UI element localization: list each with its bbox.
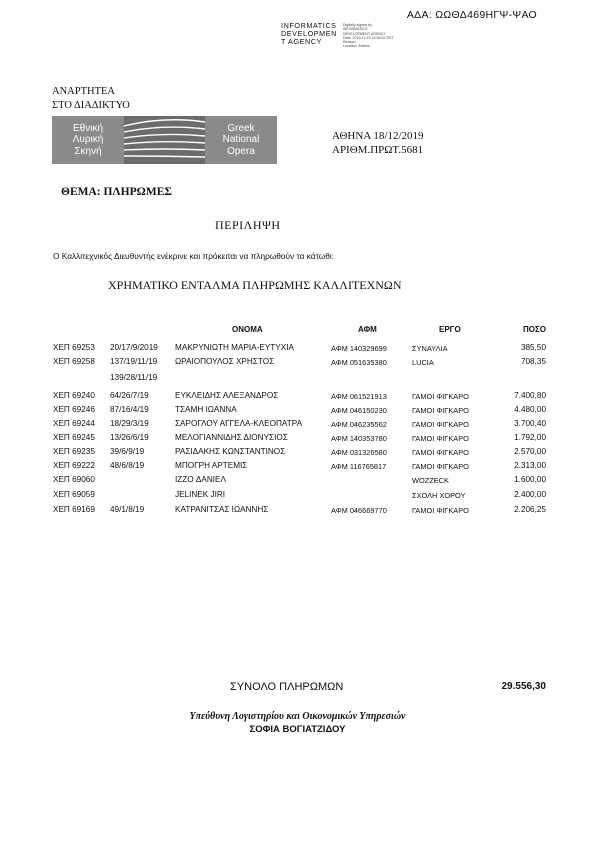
- table-row: [0, 475, 595, 489]
- logo-text-line: Greek: [227, 122, 255, 134]
- stamp-detail-line: Location: Athens: [342, 44, 370, 49]
- row-code: ΧΕΠ 69059: [53, 490, 95, 499]
- stamp-title-line: INFORMATICS: [281, 21, 337, 30]
- col-header-amount: ΠΟΣΟ: [522, 325, 546, 334]
- subject-heading: ΘΕΜΑ: ΠΛΗΡΩΜΕΣ: [61, 186, 172, 198]
- publication-notice: [52, 85, 130, 113]
- row-name: ΜΑΚΡΥΝΙΩΤΗ ΜΑΡΙΑ-ΕΥΤΥΧΙΑ: [175, 343, 294, 352]
- row-amount: 2.206,25: [514, 505, 546, 514]
- total-label: ΣΥΝΟΛΟ ΠΛΗΡΩΜΩΝ: [230, 681, 344, 693]
- stamp-title: [281, 22, 337, 49]
- row-work: ΓΑΜΟΙ ΦΙΓΚΑΡΟ: [412, 448, 469, 457]
- row-invoice: 18/29/3/19: [110, 419, 149, 428]
- row-work: ΓΑΜΟΙ ΦΙΓΚΑΡΟ: [412, 392, 469, 401]
- col-header-name: ΟΝΟΜΑ: [232, 325, 263, 334]
- stamp-detail-line: Reason:: [342, 40, 357, 45]
- logo-text-line: National: [222, 134, 260, 146]
- logo-wave-mark: [124, 116, 205, 164]
- row-invoice: 49/1/8/19: [110, 505, 145, 514]
- row-name: ΜΕΛΟΓΙΑΝΝΙΔΗΣ ΔΙΟΝΥΣΙΟΣ: [175, 433, 288, 442]
- row-afm: ΑΦΜ 140329699: [331, 344, 387, 353]
- row-amount: 2.313,00: [514, 461, 546, 470]
- col-header-afm: ΑΦΜ: [358, 325, 377, 334]
- row-name: ΤΣΑΜΗ ΙΩΑΝΝΑ: [175, 405, 237, 414]
- row-name: ΩΡΑΙΟΠΟΥΛΟΣ ΧΡΗΣΤΟΣ: [175, 357, 275, 366]
- row-code: ΧΕΠ 69240: [53, 391, 95, 400]
- row-code: ΧΕΠ 69246: [53, 405, 95, 414]
- row-amount: 1.792,00: [514, 433, 546, 442]
- summary-title: ΠΕΡΙΛΗΨΗ: [215, 218, 281, 232]
- signatory-name: ΣΟΦΙΑ ΒΟΓΙΑΤΖΙΔΟΥ: [249, 724, 346, 735]
- logo-text-line: Εθνική: [72, 122, 103, 134]
- row-amount: 708,35: [520, 357, 546, 366]
- digital-signature-stamp: [281, 22, 394, 49]
- row-afm: ΑΦΜ 051635380: [331, 358, 387, 367]
- row-code: ΧΕΠ 69245: [53, 433, 95, 442]
- logo-english-text: [205, 116, 277, 164]
- row-name: ΕΥΚΛΕΙΔΗΣ ΑΛΕΞΑΝΔΡΟΣ: [175, 391, 279, 400]
- row-work: ΓΑΜΟΙ ΦΙΓΚΑΡΟ: [412, 462, 469, 471]
- row-name: ΚΑΤΡΑΝΙΤΣΑΣ ΙΩΑΝΝΗΣ: [175, 505, 269, 514]
- col-header-work: ΕΡΓΟ: [439, 325, 461, 334]
- logo-text-line: Λυρική: [72, 134, 104, 146]
- table-row: [0, 405, 595, 419]
- row-afm: ΑΦΜ 140353780: [331, 434, 387, 443]
- row-name: IZZO ΔΑΝΙΕΛ: [175, 475, 226, 484]
- city-date: ΑΘΗΝΑ 18/12/2019: [332, 130, 424, 142]
- date-protocol-block: [332, 129, 424, 157]
- table-row: [0, 357, 595, 371]
- row-invoice: 13/26/6/19: [110, 433, 149, 442]
- row-amount: 4.480,00: [514, 405, 546, 414]
- stamp-detail-line: INFORMATICS: [342, 27, 368, 32]
- row-invoice: 20/17/9/2019: [110, 343, 158, 352]
- row-amount: 3.700,40: [514, 419, 546, 428]
- row-work: ΣΥΝΑΥΛΙΑ: [412, 344, 448, 353]
- table-row: [0, 343, 595, 357]
- logo-text-line: Σκηνή: [74, 145, 102, 157]
- row-work: ΓΑΜΟΙ ΦΙΓΚΑΡΟ: [412, 434, 469, 443]
- row-amount: 2.570,00: [514, 447, 546, 456]
- table-row: [0, 461, 595, 475]
- row-work: WOZZECK: [412, 476, 449, 485]
- notice-line: ΣΤΟ ΔΙΑΔΙΚΤΥΟ: [52, 100, 130, 111]
- logo-text-line: Opera: [227, 145, 255, 157]
- table-row: [0, 490, 595, 504]
- row-name: JELINEK JIRI: [175, 490, 226, 499]
- row-afm: ΑΦΜ 046150230: [331, 406, 387, 415]
- row-afm: ΑΦΜ 031326580: [331, 448, 387, 457]
- row-work: ΣΧΟΛΗ ΧΟΡΟΥ: [412, 491, 466, 500]
- total-value: 29.556,30: [501, 681, 546, 692]
- protocol-number: ΑΡΙΘΜ.ΠΡΩΤ.5681: [332, 144, 424, 156]
- table-title: ΧΡΗΜΑΤΙΚΟ ΕΝΤΑΛΜΑ ΠΛΗΡΩΜΗΣ ΚΑΛΛΙΤΕΧΝΩΝ: [108, 278, 402, 292]
- table-row: [0, 433, 595, 447]
- row-work: ΓΑΜΟΙ ΦΙΓΚΑΡΟ: [412, 420, 469, 429]
- row-code: ΧΕΠ 69222: [53, 461, 95, 470]
- stamp-details: [343, 22, 394, 49]
- logo-greek-text: [52, 116, 124, 164]
- stamp-detail-line: Digitally signed by: [342, 23, 372, 27]
- row-code: ΧΕΠ 69060: [53, 475, 95, 484]
- row-work: ΓΑΜΟΙ ΦΙΓΚΑΡΟ: [412, 506, 469, 515]
- row-invoice: 39/6/9/19: [110, 447, 145, 456]
- row-amount: 7.400,80: [514, 391, 546, 400]
- row-amount: 1.600,00: [514, 475, 546, 484]
- table-row: [0, 391, 595, 405]
- table-row: [0, 419, 595, 433]
- row-code: ΧΕΠ 69253: [53, 343, 95, 352]
- row-name: ΜΠΟΓΡΗ ΑΡΤΕΜΙΣ: [175, 461, 248, 470]
- greek-national-opera-logo: [52, 116, 277, 164]
- row-invoice: 139/28/11/19: [110, 373, 158, 382]
- row-afm: ΑΦΜ 061521913: [331, 392, 387, 401]
- table-row: [0, 373, 595, 387]
- row-invoice: 48/6/8/19: [110, 461, 145, 470]
- row-work: ΓΑΜΟΙ ΦΙΓΚΑΡΟ: [412, 406, 469, 415]
- stamp-title-line: T AGENCY: [281, 37, 323, 47]
- stamp-detail-line: DEVELOPMENT AGENCY: [342, 31, 387, 36]
- row-afm: ΑΦΜ 116765817: [331, 462, 387, 471]
- row-code: ΧΕΠ 69244: [53, 419, 95, 428]
- ada-code: ΑΔΑ: ΩΩΘΔ469ΗΓΨ-ΨΑΟ: [406, 9, 537, 21]
- table-row: [0, 447, 595, 461]
- row-invoice: 64/26/7/19: [110, 391, 149, 400]
- stamp-title-line: DEVELOPMEN: [281, 29, 337, 39]
- row-afm: ΑΦΜ 046235562: [331, 420, 387, 429]
- row-invoice: 87/16/4/19: [110, 405, 149, 414]
- logo-wave-icon: [124, 116, 205, 164]
- row-amount: 385,50: [520, 343, 546, 352]
- row-code: ΧΕΠ 69235: [53, 447, 95, 456]
- row-invoice: 137/19/11/19: [110, 357, 158, 366]
- row-name: ΡΑΣΙΔΑΚΗΣ ΚΩΝΣΤΑΝΤΙΝΟΣ: [175, 447, 286, 456]
- row-code: ΧΕΠ 69169: [53, 505, 95, 514]
- row-code: ΧΕΠ 69258: [53, 357, 95, 366]
- stamp-detail-line: Date: 2019.12.19 13:39:22 EET: [342, 35, 394, 40]
- row-work: LUCIA: [412, 358, 434, 367]
- notice-line: ΑΝΑΡΤΗΤΕΑ: [52, 86, 115, 97]
- intro-text: Ο Καλλιτεχνικός Διευθυντής ενέκρινε και πρόκειται να πληρωθούν τα κάτωθι:: [53, 251, 334, 261]
- row-amount: 2.400,00: [514, 490, 546, 499]
- row-afm: ΑΦΜ 046669770: [331, 506, 387, 515]
- signatory-role: Υπεύθυνη Λογιστηρίου και Οικονομικών Υπηρεσιών: [189, 711, 406, 722]
- table-row: [0, 505, 595, 519]
- row-name: ΣΑΡΟΓΛΟΥ ΑΓΓΕΛΑ-ΚΛΕΟΠΑΤΡΑ: [175, 419, 303, 428]
